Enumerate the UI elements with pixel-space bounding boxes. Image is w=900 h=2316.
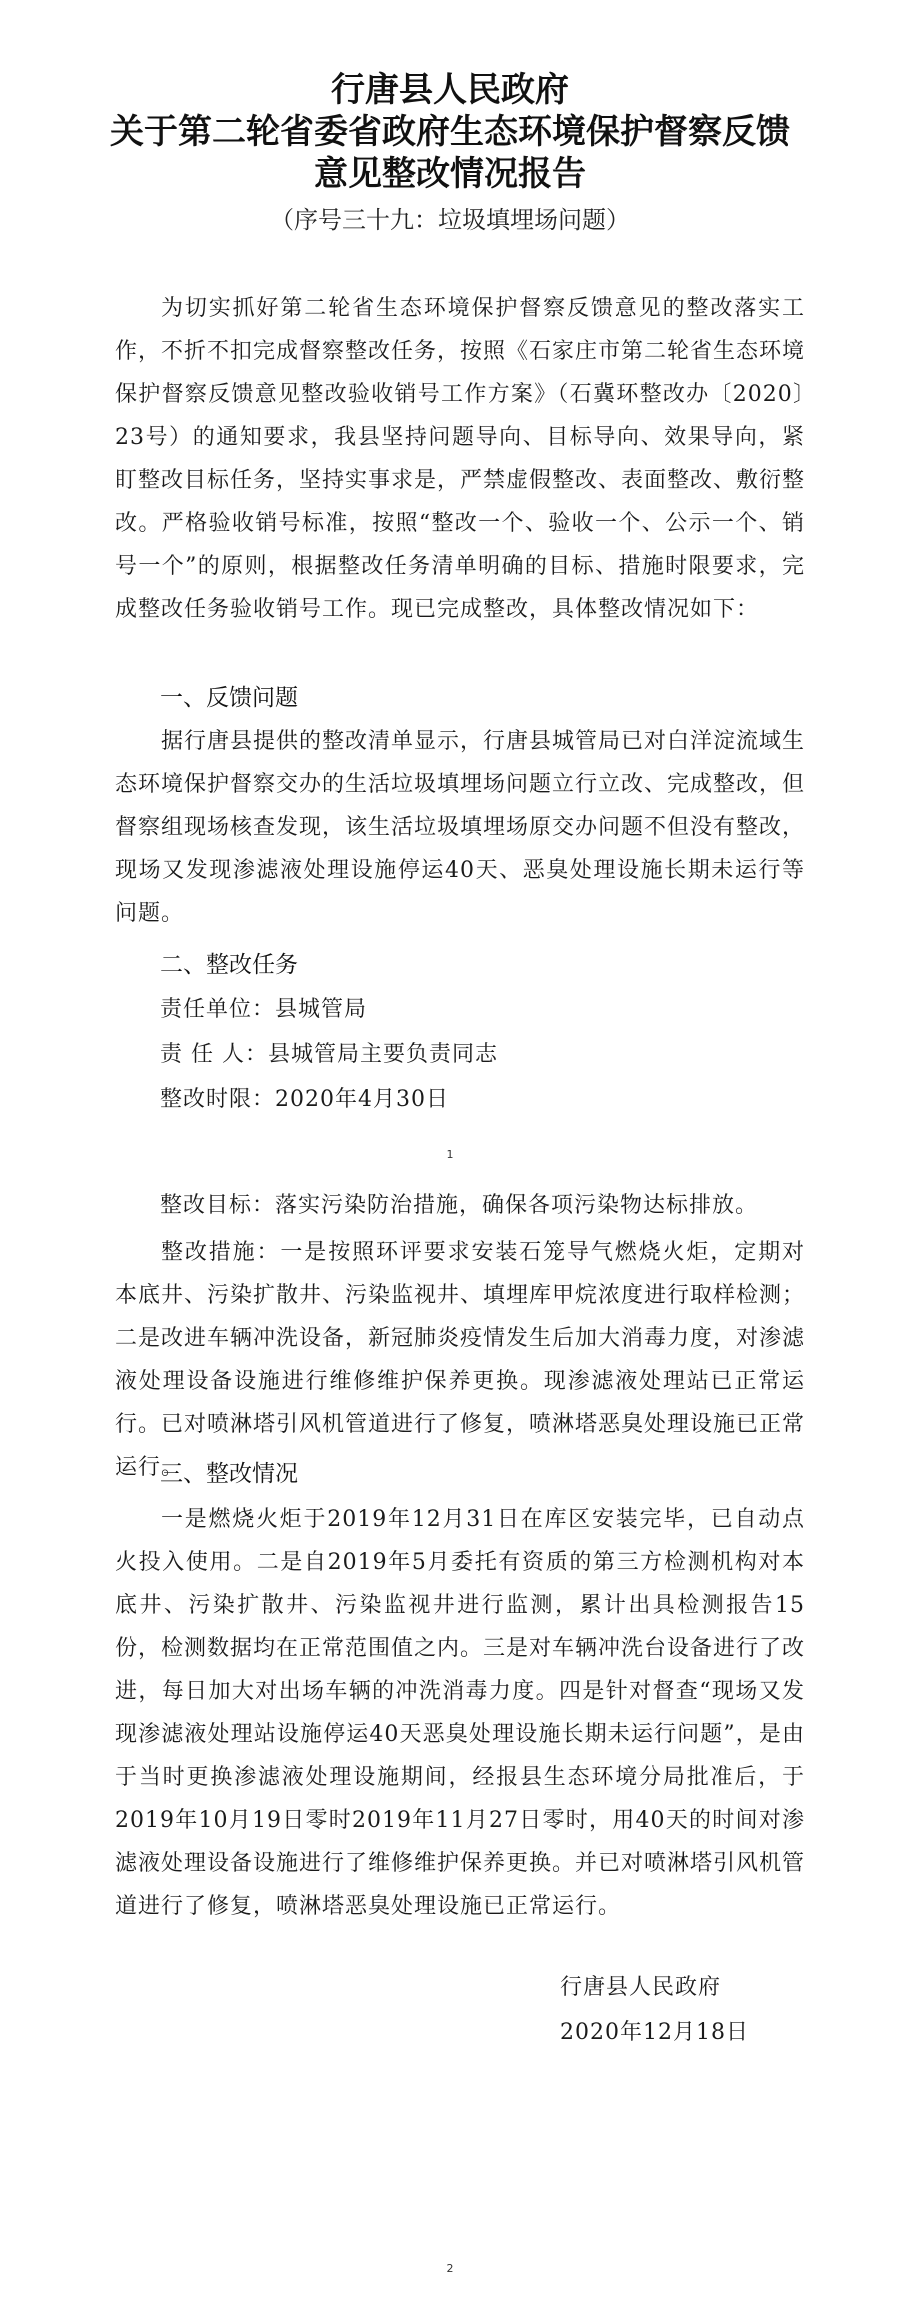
signature-org: 行唐县人民政府 bbox=[560, 1975, 722, 2000]
responsible-person-row bbox=[160, 1035, 498, 1075]
section-3-paragraph: 一是燃烧火炬于2019年12月31日在库区安装完毕，已自动点火投入使用。二是自2019年5月委托有资质的第三方检测机构对本底井、污染扩散井、污染监视井进行监测，累计出具检测报告15份，检测数据均在正常范围值之内。三是对车辆冲洗台设备进行了改进，每日加大对出场车辆的冲洗消毒力度。四是针对督查“现场又发现渗滤液处理站设施停运40天恶臭处理设施长期未运行问题”，是由于当时更换渗滤液处理设施期间，经报县生态环境分局批准后，于2019年10月19日零时2019年11月27日零时，用40天的时间对渗滤液处理设备设施进行了维修维护保养更换。并已对喷淋塔引风机管道进行了修复，喷淋塔恶臭处理设施已正常运行。 bbox=[115, 1507, 806, 1919]
responsible-person-value: 县城管局主要负责同志 bbox=[268, 1042, 499, 1067]
measures-paragraph bbox=[115, 1231, 805, 1489]
goal-label: 整改目标： bbox=[160, 1193, 276, 1218]
measures-value: 一是按照环评要求安装石笼导气燃烧火炬，定期对本底井、污染扩散井、污染监视井、填埋库甲烷浓度进行取样检测；二是改进车辆冲洗设备，新冠肺炎疫情发生后加大消毒力度，对渗滤液处理设备设施进行维修维护保养更换。现渗滤液处理站已正常运行。已对喷淋塔引风机管道进行了修复，喷淋塔恶臭处理设施已正常运行。 bbox=[115, 1240, 806, 1480]
page-number-1: 1 bbox=[446, 1148, 454, 1161]
section-3-heading: 三、整改情况 bbox=[160, 1461, 298, 1487]
signature-date: 2020年12月18日 bbox=[560, 2020, 749, 2045]
responsible-unit-value: 县城管局 bbox=[275, 997, 368, 1022]
deadline-label: 整改时限： bbox=[160, 1087, 276, 1112]
page-number-2: 2 bbox=[446, 2262, 454, 2275]
measures-label: 整改措施： bbox=[161, 1240, 281, 1265]
deadline-value: 2020年4月30日 bbox=[275, 1087, 449, 1112]
deadline-row bbox=[160, 1080, 449, 1120]
responsible-unit-row bbox=[160, 990, 367, 1030]
title-line-3: 意见整改情况报告 bbox=[314, 154, 586, 194]
goal-value: 落实污染防治措施，确保各项污染物达标排放。 bbox=[275, 1193, 759, 1218]
section-1-paragraph: 据行唐县提供的整改清单显示，行唐县城管局已对白洋淀流域生态环境保护督察交办的生活垃圾填埋场问题立行立改、完成整改，但督察组现场核查发现，该生活垃圾填埋场原交办问题不但没有整改，现场又发现渗滤液处理设施停运40天、恶臭处理设施长期未运行等问题。 bbox=[115, 729, 806, 926]
goal-row bbox=[160, 1186, 758, 1226]
title-line-1: 行唐县人民政府 bbox=[331, 70, 569, 110]
section-2-heading: 二、整改任务 bbox=[160, 952, 298, 978]
responsible-unit-label: 责任单位： bbox=[160, 997, 276, 1022]
intro-paragraph: 为切实抓好第二轮省生态环境保护督察反馈意见的整改落实工作，不折不扣完成督察整改任务，按照《石家庄市第二轮省生态环境保护督察反馈意见整改验收销号工作方案》（石冀环整改办〔2020〕23号）的通知要求，我县坚持问题导向、目标导向、效果导向，紧盯整改目标任务，坚持实事求是，严禁虚假整改、表面整改、敷衍整改。严格验收销号标准，按照“整改一个、验收一个、公示一个、销号一个”的原则，根据整改任务清单明确的目标、措施时限要求，完成整改任务验收销号工作。现已完成整改，具体整改情况如下： bbox=[115, 296, 806, 622]
title-line-2: 关于第二轮省委省政府生态环境保护督察反馈 bbox=[110, 112, 790, 152]
section-1-heading: 一、反馈问题 bbox=[160, 685, 298, 711]
responsible-person-label: 责 任 人： bbox=[160, 1042, 268, 1067]
subtitle: （序号三十九：垃圾填埋场问题） bbox=[270, 206, 630, 234]
